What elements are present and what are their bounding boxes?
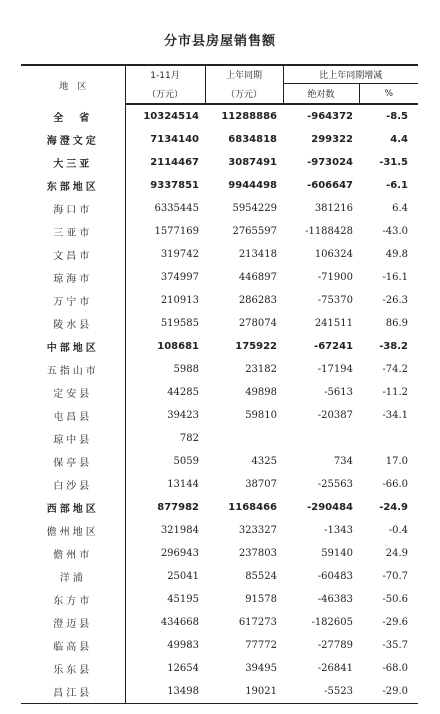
row-name: 澄迈县 [21,611,125,634]
cell-pct-change: -24.9 [379,502,409,513]
cell-pct-change: -43.0 [382,226,409,237]
cell-abs-change: -20387 [317,410,353,421]
cell-pct-change: 86.9 [385,318,409,329]
page-title: 分市县房屋销售额 [163,34,276,49]
cell-pct-change: -29.6 [382,617,409,628]
table-row [21,611,418,634]
table-row [21,335,418,358]
row-name: 东方市 [21,588,125,611]
row-name: 琼海市 [21,266,125,289]
cell-pct-change: 4.4 [390,134,409,145]
cell-previous: 617273 [238,617,277,628]
header-pct: % [359,84,418,105]
sales-table [21,64,418,704]
cell-previous: 4325 [251,456,277,467]
cell-pct-change: -8.5 [386,111,409,122]
row-name: 万宁市 [21,289,125,312]
table-row [21,496,418,519]
table-header [21,65,418,104]
row-name: 定安县 [21,381,125,404]
cell-current: 49983 [167,640,199,651]
table-row [21,128,418,151]
cell-abs-change: 59140 [321,548,353,559]
cell-pct-change: -11.2 [382,387,409,398]
cell-previous: 77772 [245,640,277,651]
header-cur-period: 1-11月 [125,65,205,84]
row-name: 白沙县 [21,473,125,496]
cell-previous: 237803 [238,548,277,559]
header-prev-period: 上年同期 [205,65,283,84]
row-name: 全 省 [21,104,125,128]
table-row [21,197,418,220]
cell-abs-change: 734 [333,456,353,467]
cell-current: 296943 [160,548,199,559]
cell-pct-change: -66.0 [382,479,409,490]
cell-previous: 49898 [245,387,277,398]
cell-pct-change: -6.1 [386,180,409,191]
cell-current: 782 [179,433,199,444]
cell-previous: 59810 [245,410,277,421]
cell-abs-change: -964372 [307,111,353,122]
cell-pct-change: 17.0 [385,456,409,467]
cell-previous: 323327 [238,525,277,536]
cell-abs-change [283,427,359,450]
row-name: 儋州市 [21,542,125,565]
cell-abs-change: -290484 [307,502,353,513]
table-row [21,588,418,611]
cell-previous: 213418 [238,249,277,260]
cell-current: 9337851 [150,180,199,191]
cell-abs-change: -5523 [283,680,359,704]
cell-pct-change: -68.0 [382,663,409,674]
header-region: 地 区 [21,65,125,104]
cell-pct-change: 49.8 [385,249,409,260]
cell-current: 321984 [160,525,199,536]
row-name: 海口市 [21,197,125,220]
cell-abs-change: 241511 [314,318,353,329]
table-row [21,657,418,680]
cell-abs-change: 381216 [314,203,353,214]
table-row [21,312,418,335]
cell-current: 6335445 [154,203,199,214]
cell-pct-change: -34.1 [382,410,409,421]
cell-abs-change: -75370 [317,295,353,306]
row-name: 乐东县 [21,657,125,680]
cell-previous: 6834818 [228,134,277,145]
row-name: 西部地区 [21,496,125,519]
table-row [21,427,418,450]
header-abs: 绝对数 [283,84,359,105]
cell-previous: 278074 [238,318,277,329]
cell-pct-change: -29.0 [359,680,418,704]
cell-current: 25041 [167,571,199,582]
cell-current: 319742 [160,249,199,260]
cell-current: 2114467 [150,157,199,168]
cell-pct-change: 24.9 [385,548,409,559]
row-name: 三亚市 [21,220,125,243]
cell-current: 108681 [157,341,199,352]
row-name: 中部地区 [21,335,125,358]
header-cur-unit: （万元） [125,84,205,105]
table-row [21,151,418,174]
row-name: 五指山市 [21,358,125,381]
cell-abs-change: -606647 [307,180,353,191]
cell-abs-change: -973024 [307,157,353,168]
row-name: 屯昌县 [21,404,125,427]
cell-previous: 2765597 [232,226,277,237]
cell-abs-change: -5613 [324,387,353,398]
table-row [21,174,418,197]
cell-previous [205,427,283,450]
table-row [21,404,418,427]
cell-abs-change: -17194 [317,364,353,375]
cell-abs-change: -67241 [314,341,353,352]
header-change-group: 比上年同期增减 [283,65,418,84]
cell-abs-change: -71900 [317,272,353,283]
table-row [21,542,418,565]
cell-previous: 5954229 [232,203,277,214]
cell-current: 1577169 [154,226,199,237]
cell-abs-change: -26841 [317,663,353,674]
cell-pct-change: -35.7 [382,640,409,651]
row-name: 昌江县 [21,680,125,704]
cell-pct-change: -74.2 [382,364,409,375]
table-row [21,289,418,312]
cell-pct-change [359,427,418,450]
table-row [21,565,418,588]
cell-current: 519585 [160,318,199,329]
table-row [21,381,418,404]
cell-pct-change: 6.4 [392,203,409,214]
cell-current: 5988 [173,364,199,375]
cell-previous: 3087491 [228,157,277,168]
row-name: 临高县 [21,634,125,657]
cell-current: 12654 [167,663,199,674]
cell-current: 13498 [125,680,205,704]
cell-current: 44285 [167,387,199,398]
row-name: 东部地区 [21,174,125,197]
cell-abs-change: -25563 [317,479,353,490]
table-row [21,519,418,542]
cell-previous: 9944498 [228,180,277,191]
table-row [21,220,418,243]
row-name: 海澄文定 [21,128,125,151]
cell-current: 434668 [160,617,199,628]
cell-abs-change: 299322 [311,134,353,145]
row-name: 大三亚 [21,151,125,174]
cell-previous: 85524 [245,571,277,582]
cell-previous: 91578 [245,594,277,605]
table-row [21,473,418,496]
cell-abs-change: -182605 [311,617,353,628]
row-name: 儋州地区 [21,519,125,542]
cell-previous: 38707 [245,479,277,490]
cell-current: 210913 [160,295,199,306]
table-row [21,680,418,704]
cell-abs-change: -1343 [324,525,353,536]
cell-current: 374997 [160,272,199,283]
table-row [21,104,418,128]
cell-pct-change: -50.6 [382,594,409,605]
table-row [21,634,418,657]
cell-current: 13144 [167,479,199,490]
cell-current: 39423 [167,410,199,421]
cell-previous: 446897 [238,272,277,283]
row-name: 文昌市 [21,243,125,266]
header-prev-unit: （万元） [205,84,283,105]
row-name: 洋浦 [21,565,125,588]
cell-abs-change: -1188428 [305,226,353,237]
cell-pct-change: -38.2 [379,341,409,352]
table-body [21,104,418,704]
table-row [21,358,418,381]
cell-abs-change: -27789 [317,640,353,651]
cell-pct-change: -70.7 [382,571,409,582]
cell-abs-change: 106324 [314,249,353,260]
cell-current: 10324514 [143,111,199,122]
row-name: 保亭县 [21,450,125,473]
cell-previous: 39495 [245,663,277,674]
cell-previous: 19021 [205,680,283,704]
cell-abs-change: -60483 [317,571,353,582]
cell-current: 45195 [167,594,199,605]
table-row [21,243,418,266]
cell-current: 5059 [173,456,199,467]
cell-previous: 11288886 [221,111,277,122]
cell-pct-change: -16.1 [382,272,409,283]
cell-previous: 286283 [238,295,277,306]
cell-pct-change: -31.5 [379,157,409,168]
cell-current: 877982 [157,502,199,513]
cell-previous: 175922 [235,341,277,352]
cell-previous: 23182 [245,364,277,375]
table-row [21,450,418,473]
cell-pct-change: -0.4 [388,525,409,536]
cell-abs-change: -46383 [317,594,353,605]
row-name: 陵水县 [21,312,125,335]
row-name: 琼中县 [21,427,125,450]
cell-current: 7134140 [150,134,199,145]
cell-pct-change: -26.3 [382,295,409,306]
table-row [21,266,418,289]
cell-previous: 1168466 [228,502,277,513]
